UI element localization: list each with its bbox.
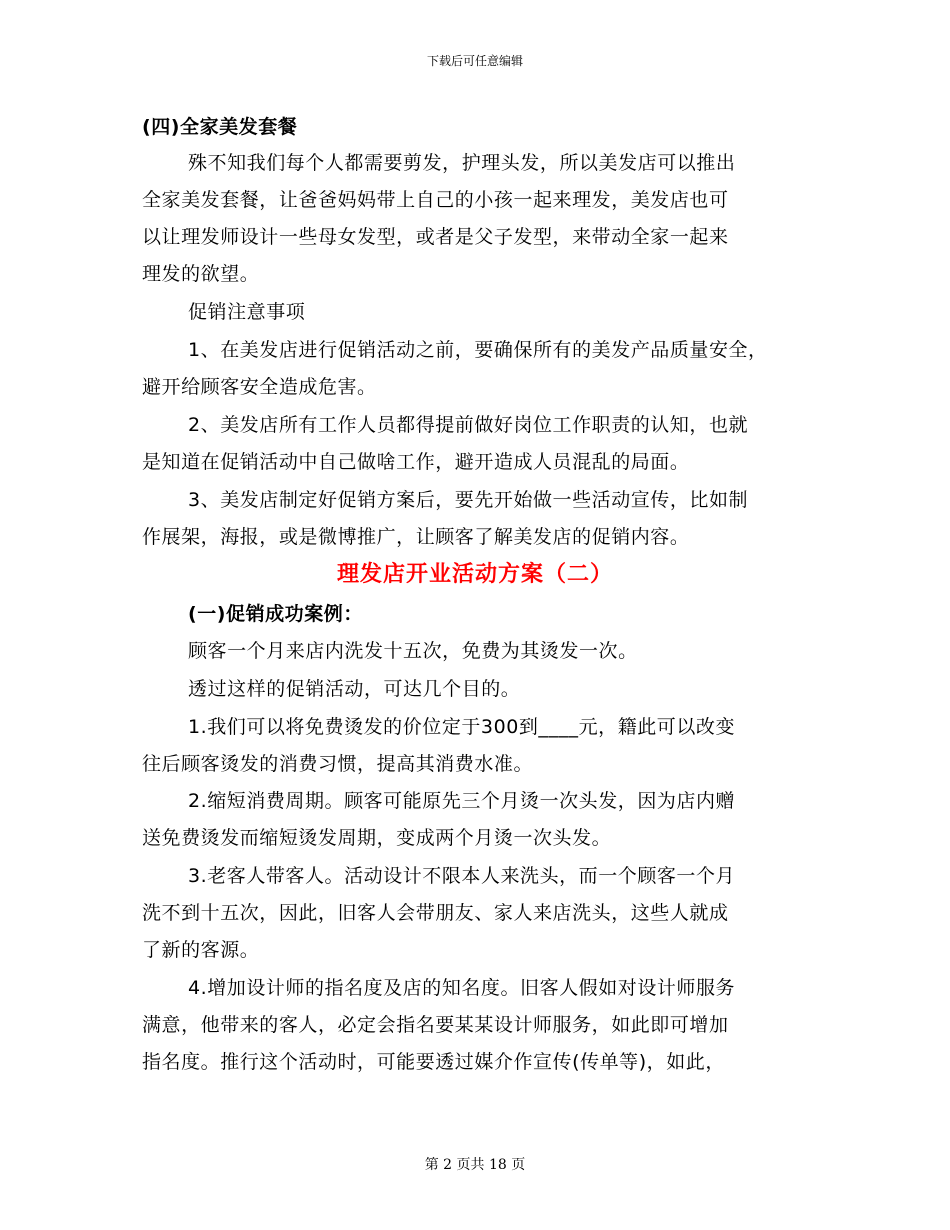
paragraph-line: 理发的欲望。 xyxy=(142,263,260,285)
paragraph-line: 避开给顾客安全造成危害。 xyxy=(142,376,377,398)
paragraph-line: 指名度。推行这个活动时，可能要透过媒介作宣传(传单等)，如此， xyxy=(142,1051,725,1073)
paragraph-line: 1.我们可以将免费烫发的价位定于300到____元，籍此可以改变 xyxy=(188,716,735,738)
paragraph-line: 顾客一个月来店内洗发十五次，免费为其烫发一次。 xyxy=(188,640,638,662)
paragraph-line: 殊不知我们每个人都需要剪发，护理头发，所以美发店可以推出 xyxy=(188,152,736,174)
section-title: 理发店开业活动方案（二） xyxy=(336,562,613,587)
paragraph-line: 作展架，海报，或是微博推广，让顾客了解美发店的促销内容。 xyxy=(142,526,690,548)
paragraph-line: 以让理发师设计一些母女发型，或者是父子发型，来带动全家一起来 xyxy=(142,226,729,248)
paragraph-line: 洗不到十五次，因此，旧客人会带朋友、家人来店洗头，这些人就成 xyxy=(142,902,729,924)
paragraph-line: 往后顾客烫发的消费习惯，提高其消费水准。 xyxy=(142,753,534,775)
paragraph-line: 是知道在促销活动中自己做啥工作，避开造成人员混乱的局面。 xyxy=(142,451,690,473)
paragraph-line: 3.老客人带客人。活动设计不限本人来洗头，而一个顾客一个月 xyxy=(188,865,736,887)
paragraph-line: 2.缩短消费周期。顾客可能原先三个月烫一次头发，因为店内赠 xyxy=(188,790,736,812)
paragraph-line: 全家美发套餐，让爸爸妈妈带上自己的小孩一起来理发，美发店也可 xyxy=(142,189,729,211)
paragraph-line: 了新的客源。 xyxy=(142,939,260,961)
section-heading-success-case: (一)促销成功案例： xyxy=(188,603,363,625)
page-footer: 第 2 页共 18 页 xyxy=(424,1157,526,1173)
paragraph-line: 透过这样的促销活动，可达几个目的。 xyxy=(188,678,521,700)
paragraph-line: 满意，他带来的客人，必定会指名要某某设计师服务，如此即可增加 xyxy=(142,1014,729,1036)
paragraph-line: 4.增加设计师的指名度及店的知名度。旧客人假如对设计师服务 xyxy=(188,977,736,999)
paragraph-line: 送免费烫发而缩短烫发周期，变成两个月烫一次头发。 xyxy=(142,827,612,849)
page-header: 下载后可任意编辑 xyxy=(426,54,523,68)
section-heading-family-package: (四)全家美发套餐 xyxy=(142,116,298,138)
subheading-notes: 促销注意事项 xyxy=(188,301,306,323)
paragraph-line: 1、在美发店进行促销活动之前，要确保所有的美发产品质量安全， xyxy=(188,339,768,361)
paragraph-line: 3、美发店制定好促销方案后，要先开始做一些活动宣传，比如制 xyxy=(188,489,749,511)
paragraph-line: 2、美发店所有工作人员都得提前做好岗位工作职责的认知，也就 xyxy=(188,414,749,436)
